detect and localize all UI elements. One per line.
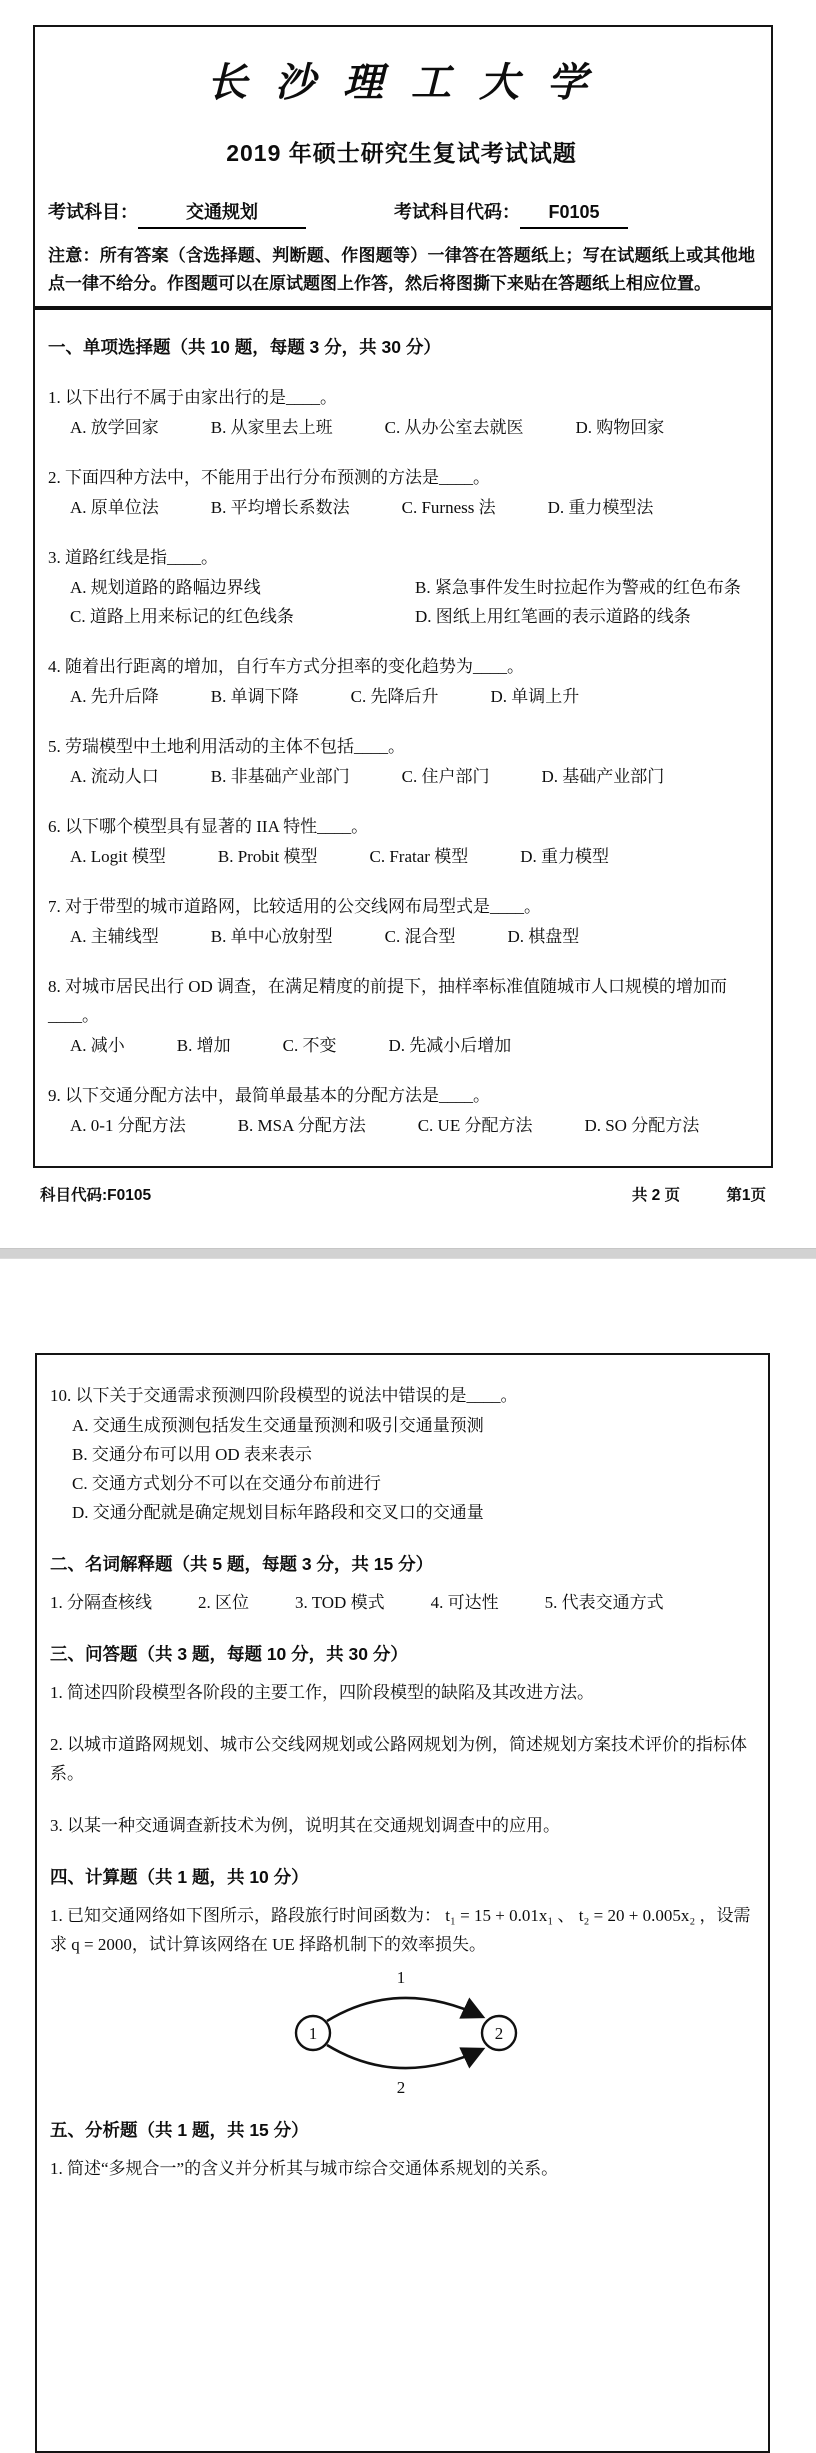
option-a: A. 0-1 分配方法 — [70, 1115, 186, 1135]
question-6-text: 6. 以下哪个模型具有显著的 IIA 特性____。 — [48, 816, 369, 836]
option-d: D. 先减小后增加 — [388, 1035, 512, 1055]
option-c: C. Fratar 模型 — [369, 846, 469, 866]
option-c: C. UE 分配方法 — [417, 1115, 533, 1135]
option-d: D. 购物回家 — [575, 417, 665, 437]
question-4-options — [48, 682, 755, 711]
option-c: C. 道路上用来标记的红色线条 — [70, 606, 294, 626]
section3-heading: 三、问答题（共 3 题，每题 10 分，共 30 分） — [50, 1644, 408, 1664]
option-a: A. 主辅线型 — [70, 926, 159, 946]
question-8-text: 8. 对城市居民出行 OD 调查，在满足精度的前提下，抽样率标准值随城市人口规模的增加而____。 — [48, 976, 728, 1025]
question-2 — [48, 463, 755, 522]
option-c: C. 先降后升 — [350, 686, 439, 706]
option-d: D. 重力模型法 — [547, 497, 654, 517]
option-d: D. 棋盘型 — [507, 926, 580, 946]
option-b: B. 紧急事件发生时拉起作为警戒的红色布条 — [415, 577, 741, 597]
option-c: C. 从办公室去就医 — [384, 417, 524, 437]
question-7-text: 7. 对于带型的城市道路网，比较适用的公交线网布局型式是____。 — [48, 896, 541, 916]
option-b: B. 平均增长系数法 — [210, 497, 350, 517]
question-6-options — [48, 842, 755, 871]
node-2-label: 2 — [494, 2024, 504, 2043]
page1-footer — [40, 1183, 766, 1205]
footer-subject-code: 科目代码:F0105 — [40, 1187, 152, 1204]
question-5-options — [48, 762, 755, 791]
subject-value: 交通规划 — [138, 197, 306, 229]
header-divider — [35, 306, 771, 310]
footer-total-pages: 共 2 页 — [631, 1187, 681, 1204]
option-b: B. 单中心放射型 — [210, 926, 333, 946]
option-b: B. MSA 分配方法 — [237, 1115, 366, 1135]
subject-code-label: 考试科目代码： — [394, 202, 520, 222]
section4-problem: 1. 已知交通网络如下图所示，路段旅行时间函数为： t₁ = 15 + 0.01x₁ 、 t₂ = 20 + 0.005x₂ ，设需求 q = 2000，试计算该网络在 UE 择路机制下的效率损失。 — [50, 1906, 751, 1954]
question-7 — [48, 892, 755, 951]
link-1-arc — [327, 1998, 483, 2021]
question-8 — [48, 972, 755, 1060]
question-4-text: 4. 随着出行距离的增加，自行车方式分担率的变化趋势为____。 — [48, 656, 524, 676]
option-d: D. 单调上升 — [490, 686, 580, 706]
option-b: B. 交通分布可以用 OD 表来表示 — [72, 1445, 312, 1464]
option-d: D. 重力模型 — [520, 846, 609, 866]
exam-page-2 — [35, 1353, 770, 2453]
option-b: B. 非基础产业部门 — [210, 766, 350, 786]
question-10-text: 10. 以下关于交通需求预测四阶段模型的说法中错误的是____。 — [50, 1386, 518, 1405]
option-d: D. 图纸上用红笔画的表示道路的线条 — [415, 606, 691, 626]
footer-pagination — [590, 1183, 766, 1205]
question-8-options — [48, 1031, 755, 1060]
option-a: A. 减小 — [70, 1035, 125, 1055]
option-b: B. 增加 — [176, 1035, 231, 1055]
option-a: A. 流动人口 — [70, 766, 159, 786]
term-2: 2. 区位 — [198, 1593, 249, 1612]
question-9-text: 9. 以下交通分配方法中，最简单最基本的分配方法是____。 — [48, 1085, 490, 1105]
question-2-options — [48, 493, 755, 522]
question-5 — [48, 732, 755, 791]
link-2-label: 2 — [396, 2078, 406, 2097]
section2-heading: 二、名词解释题（共 5 题，每题 3 分，共 15 分） — [50, 1554, 434, 1574]
question-10-options — [50, 1411, 752, 1527]
section2-terms — [50, 1588, 752, 1617]
option-c: C. 交通方式划分不可以在交通分布前进行 — [72, 1474, 381, 1493]
section5-heading: 五、分析题（共 1 题，共 15 分） — [50, 2120, 309, 2140]
option-a: A. 规划道路的路幅边界线 — [70, 577, 261, 597]
option-a: A. 放学回家 — [70, 417, 159, 437]
node-1-label: 1 — [308, 2024, 318, 2043]
term-3: 3. TOD 模式 — [295, 1593, 385, 1612]
network-diagram — [271, 1965, 531, 2097]
option-a: A. 交通生成预测包括发生交通量预测和吸引交通量预测 — [72, 1416, 484, 1435]
option-a: A. 原单位法 — [70, 497, 159, 517]
question-5-text: 5. 劳瑞模型中土地利用活动的主体不包括____。 — [48, 736, 405, 756]
section3-item-3: 3. 以某一种交通调查新技术为例，说明其在交通规划调查中的应用。 — [50, 1816, 560, 1835]
exam-page-1 — [33, 25, 773, 1168]
option-c: C. 混合型 — [384, 926, 456, 946]
subject-label: 考试科目： — [48, 202, 138, 222]
subject-row — [48, 197, 755, 229]
exam-title: 2019 年硕士研究生复试考试试题 — [226, 140, 577, 166]
question-9 — [48, 1081, 755, 1140]
section4-heading: 四、计算题（共 1 题，共 10 分） — [50, 1867, 309, 1887]
network-diagram-container — [50, 1965, 752, 2102]
subject-code-value: F0105 — [520, 197, 628, 229]
option-d: D. SO 分配方法 — [584, 1115, 700, 1135]
term-1: 1. 分隔查核线 — [50, 1593, 152, 1612]
option-d: D. 交通分配就是确定规划目标年路段和交叉口的交通量 — [72, 1503, 484, 1522]
link-1-label: 1 — [396, 1968, 406, 1987]
section3-item-1: 1. 简述四阶段模型各阶段的主要工作，四阶段模型的缺陷及其改进方法。 — [50, 1683, 594, 1702]
link-2-arc — [327, 2045, 483, 2068]
option-a: A. Logit 模型 — [70, 846, 166, 866]
question-3-text: 3. 道路红线是指____。 — [48, 547, 218, 567]
question-10 — [50, 1381, 752, 1527]
option-b: B. 从家里去上班 — [210, 417, 333, 437]
question-4 — [48, 652, 755, 711]
option-a: A. 先升后降 — [70, 686, 159, 706]
question-9-options — [48, 1111, 755, 1140]
option-b: B. 单调下降 — [210, 686, 299, 706]
question-1-text: 1. 以下出行不属于由家出行的是____。 — [48, 387, 337, 407]
option-c: C. Furness 法 — [401, 497, 496, 517]
section3-item-2: 2. 以城市道路网规划、城市公交线网规划或公路网规划为例，简述规划方案技术评价的指标体系。 — [50, 1735, 747, 1783]
question-2-text: 2. 下面四种方法中，不能用于出行分布预测的方法是____。 — [48, 467, 490, 487]
question-7-options — [48, 922, 755, 951]
question-1-options — [48, 413, 755, 442]
option-c: C. 不变 — [282, 1035, 337, 1055]
option-c: C. 住户部门 — [401, 766, 490, 786]
university-name: 长 沙 理 工 大 学 — [207, 60, 596, 105]
question-1 — [48, 383, 755, 442]
option-d: D. 基础产业部门 — [541, 766, 665, 786]
term-4: 4. 可达性 — [430, 1593, 499, 1612]
page-separator — [0, 1248, 816, 1259]
question-6 — [48, 812, 755, 871]
option-b: B. Probit 模型 — [217, 846, 318, 866]
question-3-options — [48, 573, 755, 631]
term-5: 5. 代表交通方式 — [544, 1593, 664, 1612]
footer-page-number: 第1页 — [726, 1187, 766, 1204]
section1-heading: 一、单项选择题（共 10 题，每题 3 分，共 30 分） — [48, 336, 441, 357]
question-3 — [48, 543, 755, 631]
notice-text: 注意：所有答案（含选择题、判断题、作图题等）一律答在答题纸上；写在试题纸上或其他地点一律不给分。作图题可以在原试题图上作答，然后将图撕下来贴在答题纸上相应位置。 — [48, 246, 755, 293]
section5-item-1: 1. 简述“多规合一”的含义并分析其与城市综合交通体系规划的关系。 — [50, 2159, 559, 2178]
